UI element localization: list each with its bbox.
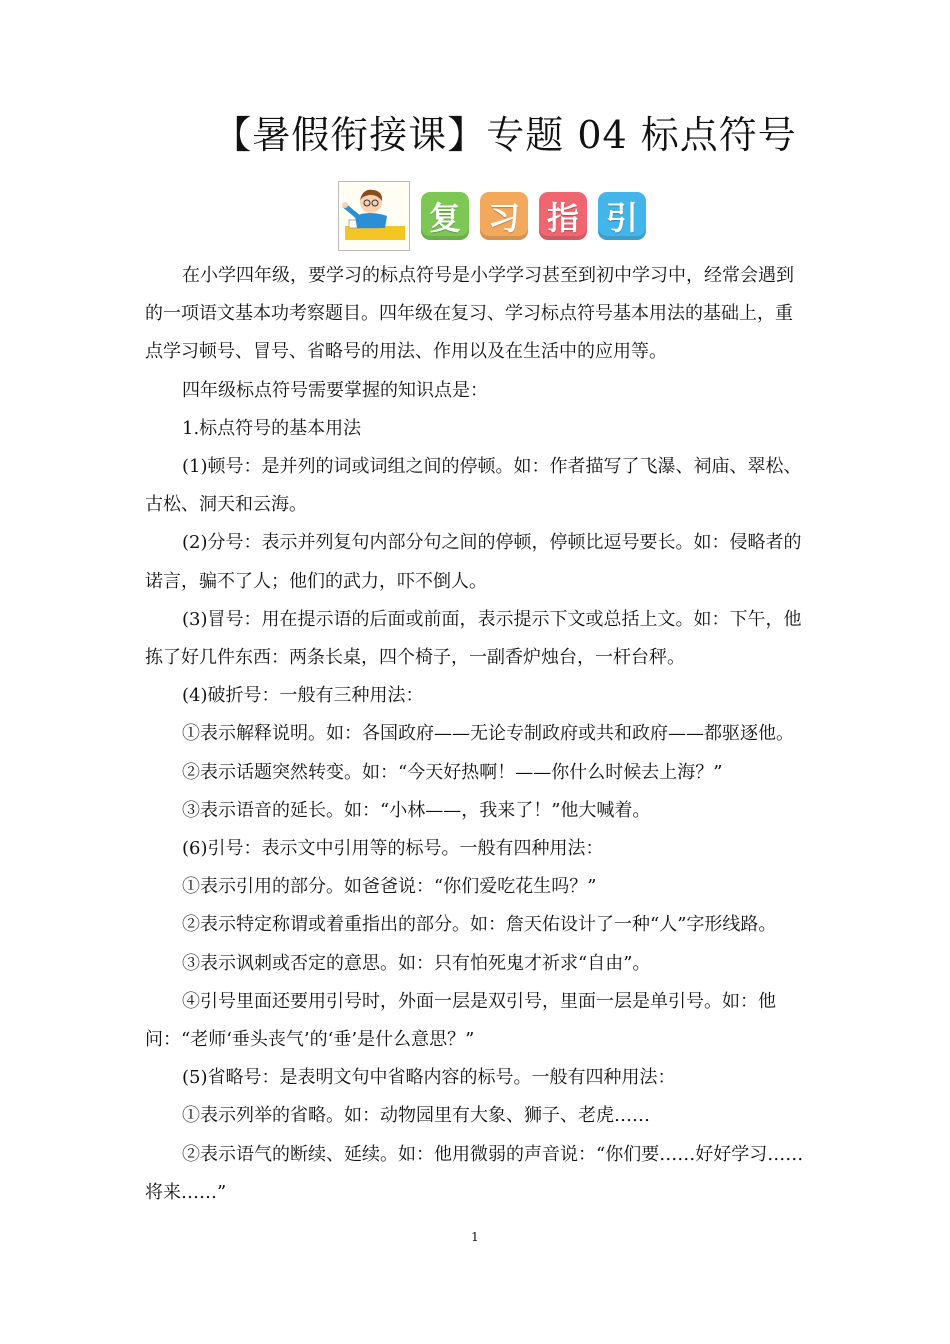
- intro-paragraph: 在小学四年级，要学习的标点符号是小学学习甚至到初中学习中，经常会遇到的一项语文基本功考察题目。四年级在复习、学习标点符号基本用法的基础上，重点学习顿号、冒号、省略号的用法、作用以及在生活中的应用等。: [145, 265, 794, 363]
- pozhehao-usage-1: ①表示解释说明。如：各国政府——无论专制政府或共和政府——都驱逐他。: [182, 723, 794, 745]
- yinhao-usage-2: ②表示特定称谓或着重指出的部分。如：詹天佑设计了一种“人”字形线路。: [182, 914, 777, 936]
- student-reading-illustration: [338, 181, 410, 251]
- shenglvehao-paragraph: (5)省略号：是表明文句中省略内容的标号。一般有四种用法：: [182, 1067, 676, 1089]
- pozhehao-paragraph: (4)破折号：一般有三种用法：: [182, 685, 424, 707]
- pozhehao-usage-2: ②表示话题突然转变。如：“今天好热啊！——你什么时候去上海？”: [182, 761, 723, 783]
- yinhao-paragraph: (6)引号：表示文中引用等的标号。一般有四种用法：: [182, 838, 604, 860]
- pozhehao-usage-3: ③表示语音的延长。如：“小林——，我来了！”他大喊着。: [182, 799, 651, 821]
- guide-tile: 指: [539, 192, 587, 240]
- page-number: 1: [471, 1230, 479, 1244]
- document-body: [145, 257, 810, 1212]
- lead-tile: 引: [598, 192, 646, 240]
- review-guide-banner: [338, 180, 646, 252]
- fenhao-paragraph: (2)分号：表示并列复句内部分句之间的停顿，停顿比逗号要长。如：侵略者的诺言，骗不了人；他们的武力，吓不倒人。: [145, 532, 802, 592]
- review-tile: 复: [421, 192, 469, 240]
- study-tile: 习: [480, 192, 528, 240]
- shenglvehao-usage-1: ①表示列举的省略。如：动物园里有大象、狮子、老虎……: [182, 1105, 650, 1127]
- page-title: 【暑假衔接课】专题 04 标点符号: [213, 113, 797, 157]
- dunhao-paragraph: (1)顿号：是并列的词或词组之间的停顿。如：作者描写了飞瀑、祠庙、翠松、古松、洞天和云海。: [145, 456, 802, 516]
- knowledge-points-intro: 四年级标点符号需要掌握的知识点是：: [182, 379, 488, 401]
- yinhao-usage-4: ④引号里面还要用引号时，外面一层是双引号，里面一层是单引号。如：他问：“老师‘垂头丧气’的‘垂’是什么意思？”: [145, 990, 776, 1051]
- maohao-paragraph: (3)冒号：用在提示语的后面或前面，表示提示下文或总括上文。如：下午，他拣了好几件东西：两条长桌，四个椅子，一副香炉烛台，一杆台秤。: [145, 608, 802, 669]
- yinhao-usage-3: ③表示讽刺或否定的意思。如：只有怕死鬼才祈求“自由”。: [182, 952, 651, 974]
- shenglvehao-usage-2: ②表示语气的断续、延续。如：他用微弱的声音说：“你们要……好好学习……将来……”: [145, 1143, 804, 1203]
- yinhao-usage-1: ①表示引用的部分。如爸爸说：“你们爱吃花生吗？”: [182, 876, 597, 898]
- section-heading: 1.标点符号的基本用法: [182, 417, 362, 439]
